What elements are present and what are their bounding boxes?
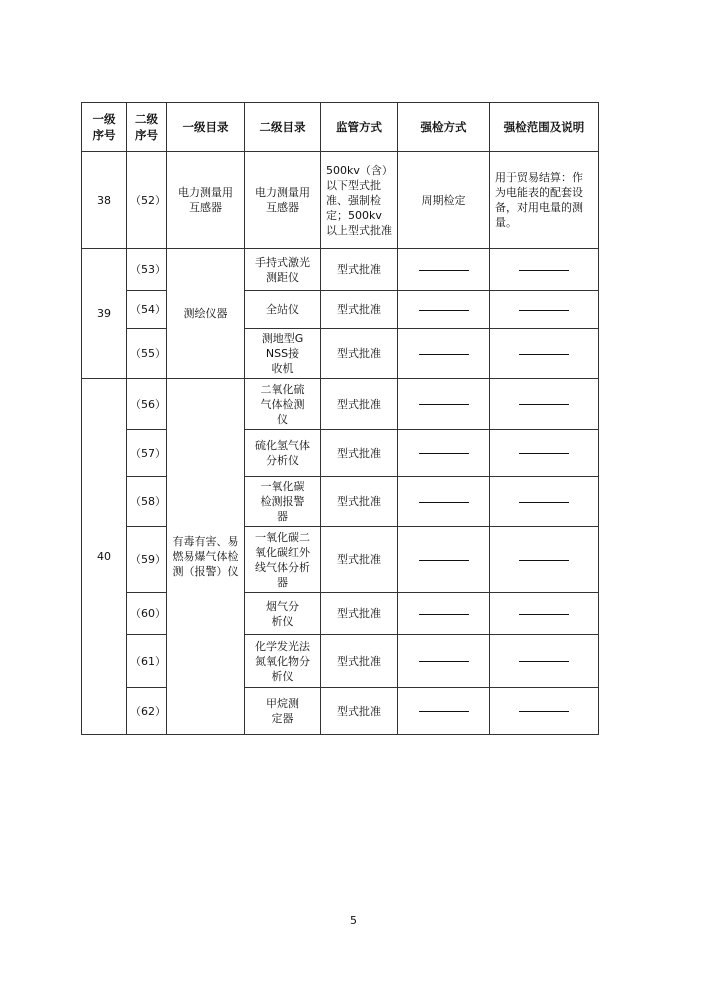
supervision-method: 500kv（含）以下型式批准、强制检定；500kv 以上型式批准 [321,152,398,249]
level2-no: （53） [127,249,167,291]
supervision-method: 型式批准 [321,291,398,329]
table-row [82,477,599,527]
level2-catalog: 测地型GNSS接收机 [245,329,321,379]
table-row [82,249,599,291]
level2-catalog: 甲烷测定器 [245,688,321,735]
blank-dash [419,711,469,712]
inspection-scope-blank [490,688,599,735]
level2-catalog: 一氧化碳检测报警器 [245,477,321,527]
supervision-method: 型式批准 [321,430,398,477]
inspection-method-blank [398,249,490,291]
supervision-method: 型式批准 [321,249,398,291]
level1-no: 39 [82,249,127,379]
level2-catalog: 二氧化硫气体检测仪 [245,379,321,430]
header-supervision: 监管方式 [321,103,398,152]
level2-no: （56） [127,379,167,430]
inspection-scope-blank [490,430,599,477]
page-number: 5 [350,914,357,927]
table-row [82,635,599,688]
inspection-scope-blank [490,635,599,688]
level2-no: （60） [127,593,167,635]
header-level1-no: 一级 序号 [82,103,127,152]
blank-dash [419,614,469,615]
supervision-method: 型式批准 [321,688,398,735]
blank-dash [419,560,469,561]
level2-catalog: 电力测量用互感器 [245,152,321,249]
inspection-scope-blank [490,379,599,430]
level2-catalog: 硫化氢气体分析仪 [245,430,321,477]
blank-dash [519,310,569,311]
inspection-method-blank [398,527,490,593]
supervision-method: 型式批准 [321,635,398,688]
level1-catalog: 有毒有害、易燃易爆气体检测（报警）仪 [167,379,245,735]
supervision-method: 型式批准 [321,329,398,379]
level2-no: （57） [127,430,167,477]
blank-dash [419,270,469,271]
table-row [82,430,599,477]
table-row [82,379,599,430]
level2-no: （61） [127,635,167,688]
blank-dash [519,661,569,662]
table-row [82,329,599,379]
inspection-method-blank [398,688,490,735]
level2-no: （52） [127,152,167,249]
inspection-scope-blank [490,329,599,379]
header-row [82,103,599,152]
catalog-table [81,102,599,735]
blank-dash [519,453,569,454]
level2-catalog: 烟气分析仪 [245,593,321,635]
level1-catalog: 电力测量用互感器 [167,152,245,249]
level2-no: （55） [127,329,167,379]
inspection-method-blank [398,593,490,635]
supervision-method: 型式批准 [321,527,398,593]
blank-dash [419,404,469,405]
level2-no: （58） [127,477,167,527]
blank-dash [519,270,569,271]
header-level2-no: 二级 序号 [127,103,167,152]
blank-dash [519,614,569,615]
inspection-scope-blank [490,593,599,635]
inspection-method-blank [398,379,490,430]
header-inspection-method: 强检方式 [398,103,490,152]
level2-no: （62） [127,688,167,735]
table-row [82,688,599,735]
table-row [82,527,599,593]
inspection-method-blank [398,329,490,379]
inspection-scope: 用于贸易结算：作为电能表的配套设备，对用电量的测量。 [490,152,599,249]
blank-dash [419,310,469,311]
blank-dash [419,661,469,662]
level1-catalog: 测绘仪器 [167,249,245,379]
inspection-scope-blank [490,249,599,291]
level2-catalog: 全站仪 [245,291,321,329]
inspection-method-blank [398,430,490,477]
level2-no: （59） [127,527,167,593]
inspection-method-blank [398,635,490,688]
table-row [82,152,599,249]
inspection-scope-blank [490,291,599,329]
level1-no: 38 [82,152,127,249]
blank-dash [519,560,569,561]
header-level2-catalog: 二级目录 [245,103,321,152]
level2-catalog: 手持式激光测距仪 [245,249,321,291]
supervision-method: 型式批准 [321,477,398,527]
blank-dash [519,404,569,405]
level1-no: 40 [82,379,127,735]
blank-dash [519,711,569,712]
header-inspection-scope: 强检范围及说明 [490,103,599,152]
level2-catalog: 化学发光法氮氧化物分析仪 [245,635,321,688]
inspection-scope-blank [490,527,599,593]
inspection-method-blank [398,291,490,329]
inspection-method: 周期检定 [398,152,490,249]
blank-dash [519,502,569,503]
level2-catalog: 一氧化碳二氧化碳红外线气体分析器 [245,527,321,593]
supervision-method: 型式批准 [321,593,398,635]
inspection-scope-blank [490,477,599,527]
header-level1-catalog: 一级目录 [167,103,245,152]
blank-dash [419,453,469,454]
blank-dash [419,502,469,503]
supervision-method: 型式批准 [321,379,398,430]
blank-dash [519,354,569,355]
blank-dash [419,354,469,355]
table-row [82,593,599,635]
table-row [82,291,599,329]
inspection-method-blank [398,477,490,527]
level2-no: （54） [127,291,167,329]
